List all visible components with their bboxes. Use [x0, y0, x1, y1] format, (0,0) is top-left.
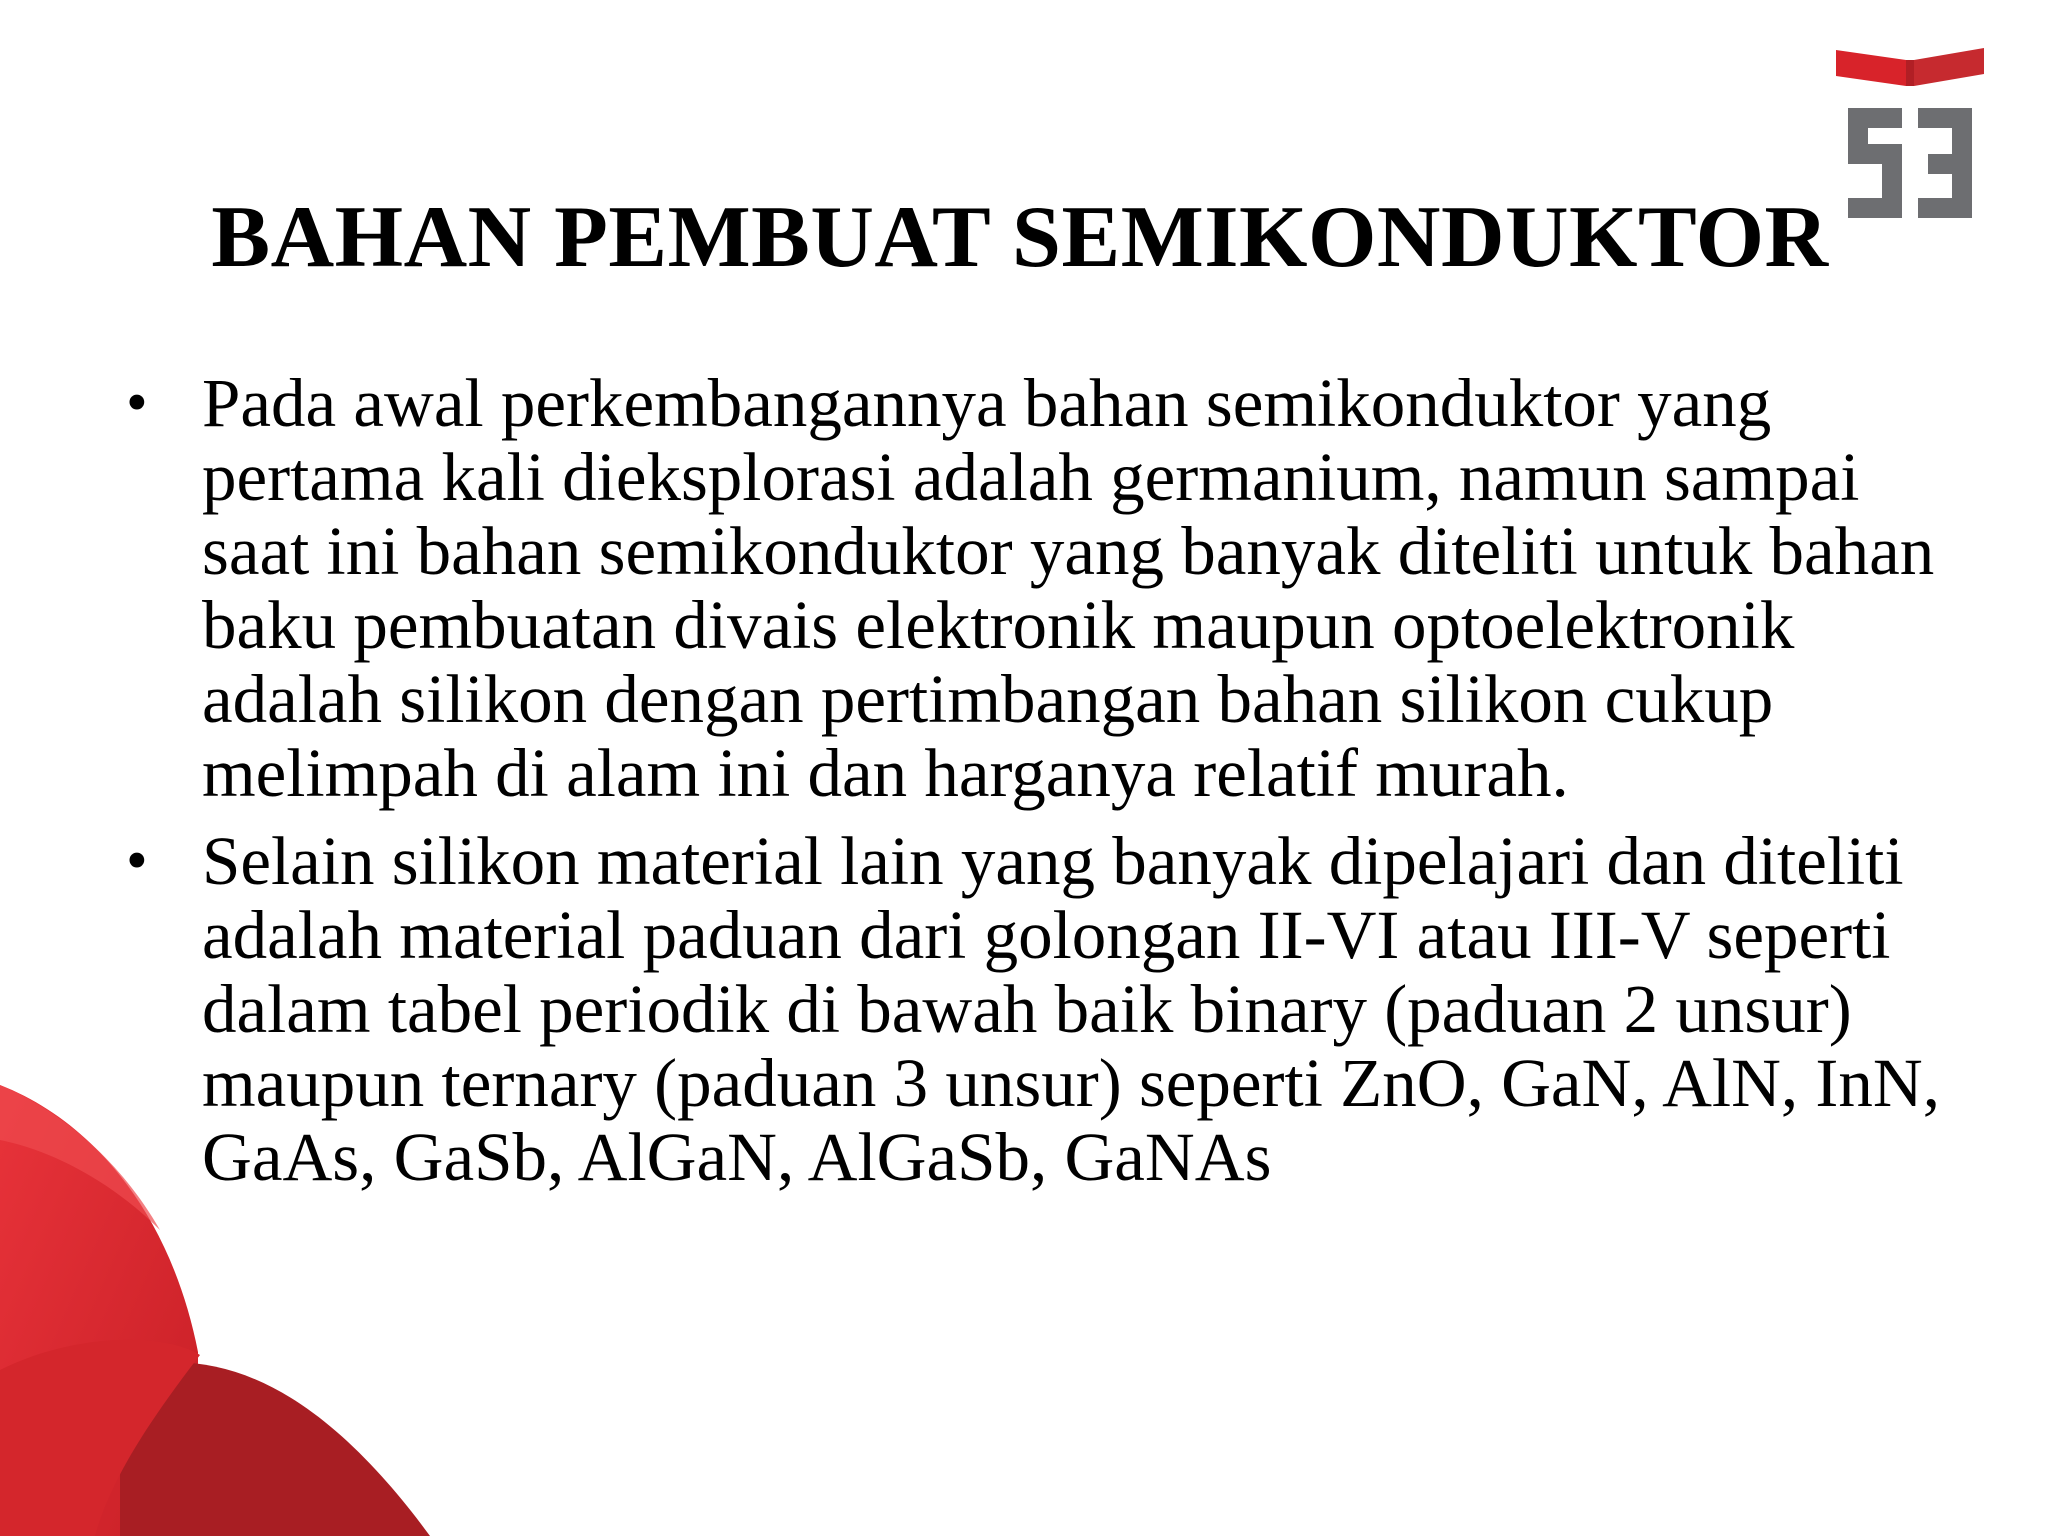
bullet-marker: • [126, 827, 148, 895]
bullet-text: Pada awal perkembangannya bahan semikonduktor yang pertama kali dieksplorasi adalah germanium, namun sampai saat ini bahan semikonduktor yang banyak diteliti untuk bahan baku pembuatan divais elektronik maupun optoelektronik adalah silikon dengan pertimbangan bahan silikon cukup melimpah di alam ini dan harganya relatif murah. [202, 365, 1935, 811]
bullet-marker: • [126, 369, 148, 437]
bullet-list [120, 366, 1940, 1208]
bullet-text: Selain silikon material lain yang banyak dipelajari dan diteliti adalah material paduan dari golongan II-VI atau III-V seperti dalam tabel periodik di bawah baik binary (paduan 2 unsur) maupun ternary (paduan 3 unsur) seperti ZnO, GaN, AlN, InN, GaAs, GaSb, AlGaN, AlGaSb, GaNAs [202, 823, 1940, 1195]
slide-title: BAHAN PEMBUAT SEMIKONDUKTOR [211, 189, 1829, 286]
list-item [120, 824, 1940, 1194]
list-item [120, 366, 1940, 810]
